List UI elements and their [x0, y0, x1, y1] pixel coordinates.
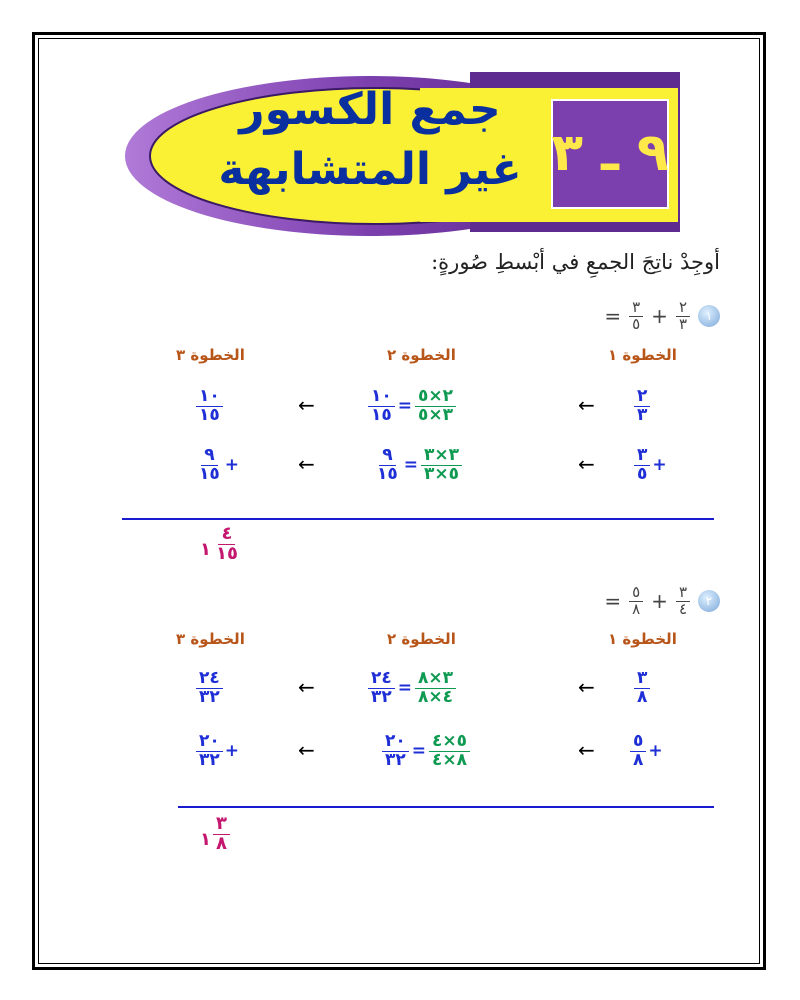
denominator: ٨ — [632, 599, 641, 618]
left-arrow-icon: ← — [578, 393, 595, 417]
whole-number: ١ — [200, 538, 211, 560]
lesson-title-line2: غير المتشابهة — [218, 144, 522, 195]
numerator: ٣ — [634, 447, 650, 466]
denominator: ٣×٥ — [418, 404, 454, 425]
step-1-fraction — [634, 447, 667, 484]
product-fraction — [415, 670, 456, 707]
equals-sign: = — [411, 741, 427, 762]
fraction — [196, 733, 223, 770]
product-fraction — [429, 733, 470, 770]
denominator: ٨ — [633, 749, 644, 770]
step-1-fraction — [634, 670, 650, 707]
numerator: ١٠ — [196, 388, 223, 407]
denominator: ٤×٨ — [418, 686, 454, 707]
lesson-title-line1: جمع الكسور — [239, 84, 501, 135]
numerator: ٥×٤ — [429, 733, 470, 752]
left-arrow-icon: ← — [298, 738, 315, 762]
left-arrow-icon: ← — [578, 452, 595, 476]
lesson-banner — [120, 68, 680, 238]
denominator: ٣٢ — [371, 686, 392, 707]
plus-sign: + — [651, 304, 668, 329]
problem-2-answer — [200, 815, 230, 854]
denominator: ٣ — [637, 404, 648, 425]
problem-1-expression — [604, 300, 720, 333]
problem-number-badge: ٢ — [698, 590, 720, 612]
result-fraction — [368, 670, 395, 707]
denominator: ١٥ — [371, 404, 392, 425]
denominator: ١٥ — [216, 542, 238, 564]
fraction — [630, 733, 646, 770]
step-2-header: الخطوة ٢ — [387, 630, 456, 648]
problem-1-answer — [200, 525, 241, 564]
step-1-header: الخطوة ١ — [608, 630, 677, 648]
denominator: ٣ — [678, 314, 687, 333]
numerator: ١٠ — [368, 388, 395, 407]
step-3-fraction — [196, 388, 223, 425]
numerator: ٩ — [379, 447, 395, 466]
result-fraction — [368, 388, 395, 425]
product-fraction — [421, 447, 462, 484]
result-fraction — [382, 733, 409, 770]
step-3-header: الخطوة ٣ — [176, 630, 245, 648]
lesson-title — [180, 80, 560, 200]
equals-sign: = — [604, 304, 622, 329]
denominator: ٣٢ — [199, 749, 220, 770]
numerator: ٤ — [218, 525, 235, 545]
left-arrow-icon: ← — [578, 738, 595, 762]
fraction — [676, 585, 690, 618]
fraction — [196, 670, 223, 707]
denominator: ٥×٣ — [424, 463, 460, 484]
denominator: ٣٢ — [385, 749, 406, 770]
plus-sign: + — [224, 455, 240, 476]
denominator: ٨ — [637, 686, 648, 707]
numerator: ٢٠ — [382, 733, 409, 752]
equals-sign: = — [397, 396, 413, 417]
step-2-equation — [382, 733, 470, 770]
fraction — [634, 447, 650, 484]
denominator: ٥ — [632, 314, 641, 333]
step-3-fraction — [196, 670, 223, 707]
numerator: ٣ — [629, 300, 643, 317]
fraction — [629, 585, 643, 618]
fraction — [634, 670, 650, 707]
numerator: ٢٤ — [368, 670, 395, 689]
step-1-header: الخطوة ١ — [608, 346, 677, 364]
instruction-text: أوجِدْ ناتِجَ الجمعِ في أبْسطِ صُورةٍ: — [431, 250, 720, 274]
denominator: ٤ — [678, 599, 687, 618]
left-arrow-icon: ← — [298, 452, 315, 476]
fraction — [213, 815, 230, 854]
numerator: ٣ — [634, 670, 650, 689]
numerator: ٣×٣ — [421, 447, 462, 466]
sum-rule — [178, 806, 714, 808]
left-arrow-icon: ← — [578, 675, 595, 699]
step-3-fraction — [196, 733, 239, 770]
plus-sign: + — [648, 741, 663, 762]
fraction — [213, 525, 241, 564]
denominator: ١٥ — [377, 463, 398, 484]
numerator: ٣×٨ — [415, 670, 456, 689]
fraction — [676, 300, 690, 333]
numerator: ٢ — [634, 388, 650, 407]
numerator: ٢×٥ — [415, 388, 456, 407]
numerator: ٢٠ — [196, 733, 223, 752]
numerator: ٣ — [213, 815, 230, 835]
equals-sign: = — [397, 678, 413, 699]
left-arrow-icon: ← — [298, 393, 315, 417]
numerator: ٢٤ — [196, 670, 223, 689]
numerator: ٣ — [676, 585, 690, 602]
plus-sign: + — [224, 741, 240, 762]
plus-sign: + — [651, 589, 668, 614]
numerator: ٥ — [630, 733, 646, 752]
denominator: ١٥ — [199, 404, 220, 425]
fraction — [196, 388, 223, 425]
step-1-fraction — [630, 733, 663, 770]
product-fraction — [415, 388, 456, 425]
left-arrow-icon: ← — [298, 675, 315, 699]
step-2-equation — [368, 670, 456, 707]
step-1-fraction — [634, 388, 650, 425]
step-2-header: الخطوة ٢ — [387, 346, 456, 364]
problem-number-badge: ١ — [698, 305, 720, 327]
equals-sign: = — [604, 589, 622, 614]
whole-number: ١ — [200, 828, 211, 850]
sum-rule — [122, 518, 714, 520]
step-3-header: الخطوة ٣ — [176, 346, 245, 364]
fraction — [196, 447, 223, 484]
denominator: ٥ — [637, 463, 648, 484]
equals-sign: = — [403, 455, 419, 476]
denominator: ١٥ — [199, 463, 220, 484]
denominator: ٨ — [216, 832, 227, 854]
numerator: ٢ — [676, 300, 690, 317]
lesson-number: ٩ ـ ٣ — [551, 123, 669, 183]
step-2-equation — [374, 447, 462, 484]
plus-sign: + — [652, 455, 667, 476]
step-2-equation — [368, 388, 456, 425]
result-fraction — [374, 447, 401, 484]
denominator: ٣٢ — [199, 686, 220, 707]
numerator: ٥ — [629, 585, 643, 602]
fraction — [634, 388, 650, 425]
numerator: ٩ — [201, 447, 217, 466]
fraction — [629, 300, 643, 333]
denominator: ٨×٤ — [432, 749, 468, 770]
problem-2-expression — [604, 585, 720, 618]
step-3-fraction — [196, 447, 239, 484]
